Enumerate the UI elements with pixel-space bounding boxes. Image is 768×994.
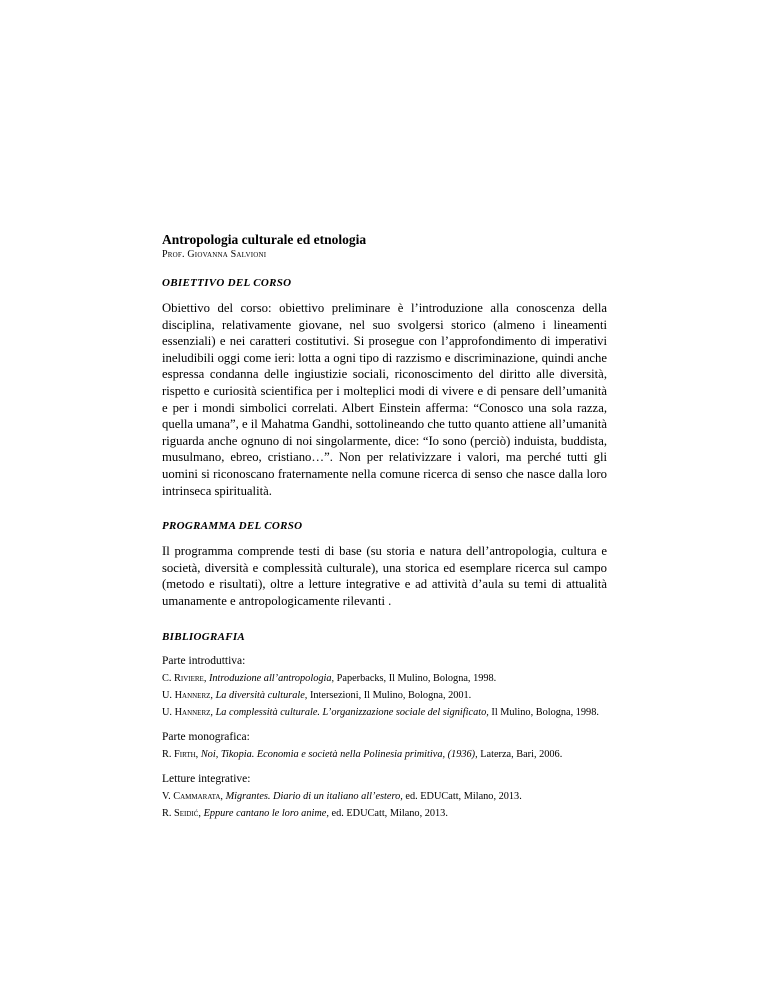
bibliography-entry: C. Riviere, Introduzione all’antropologia, Paperbacks, Il Mulino, Bologna, 1998. [162, 672, 497, 684]
entry-author: R. Seidić [162, 807, 199, 819]
bibliography-entry: R. Seidić, Eppure cantano le loro anime, ed. EDUCatt, Milano, 2013. [162, 807, 448, 819]
entry-title: La diversità culturale, [215, 689, 308, 701]
entry-author: U. Hannerz [162, 706, 211, 718]
entry-publisher: Paperbacks, Il Mulino, Bologna, 1998. [334, 672, 497, 684]
bibliography-group-monographic [162, 730, 607, 762]
entry-publisher: ed. EDUCatt, Milano, 2013. [402, 790, 522, 802]
entry-title: Introduzione all’antropologia, [208, 672, 335, 684]
professor-name: Prof. Giovanna Salvioni [162, 249, 267, 260]
bibliography-heading: BIBLIOGRAFIA [162, 630, 246, 643]
entry-title: La complessità culturale. L’organizzazione sociale del significato, [215, 706, 489, 718]
bibliography-entry: R. Firth, Noi, Tikopia. Economia e società nella Polinesia primitiva, (1936), Laterza, Bari, 2006. [162, 748, 563, 760]
bibliography-entry: V. Cammarata, Migrantes. Diario di un italiano all’estero, ed. EDUCatt, Milano, 2013. [162, 790, 522, 802]
entry-author: U. Hannerz [162, 689, 211, 701]
objective-heading: OBIETTIVO DEL CORSO [162, 277, 292, 289]
objective-text: Obiettivo del corso: obiettivo preliminare è l’introduzione alla conoscenza della disciplina, relativamente giovane, nel suo svolgersi storico (almeno i lineamenti essenziali) e nei caratteri costitutivi. Si prosegue con l’approfondimento di imperativi ineludibili oggi come ieri: lotta a ogni tipo di razzismo e discriminazione, quindi anche espressa condanna delle ingiustizie sociali, riconoscimento del diritto alle diversità, rispetto e curiosità scientifica per i molteplici modi di vivere e di pensare dell’umanità e per i mondi simbolici correlati. Albert Einstein afferma: “Conosco una sola razza, quella umana”, e il Mahatma Gandhi, sottolineando che tutto quanto attiene all’umanità riguarda anche ognuno di noi singolarmente, dice: “Io sono (perciò) induista, buddista, musulmano, ebreo, cristiano…”. Non per relativizzare i valori, ma perché tutti gli uomini si riconoscano fraternamente nella comune ricerca di senso che nasce dalla loro intrinseca spiritualità. [162, 301, 607, 498]
bibliography-group-label: Parte introduttiva: [162, 654, 246, 667]
program-text: Il programma comprende testi di base (su storia e natura dell’antropologia, cultura e società, diversità e complessità culturale), una storica ed esemplare ricerca sul campo (metodo e risultati), oltre a letture integrative e ad attività d’aula su temi di attualità umanamente e antropologicamente rilevanti . [162, 544, 607, 608]
entry-publisher: Il Mulino, Bologna, 1998. [488, 706, 599, 718]
entry-publisher: ed. EDUCatt, Milano, 2013. [328, 807, 448, 819]
bibliography-group-readings [162, 772, 607, 821]
bibliography-entry: U. Hannerz, La diversità culturale, Intersezioni, Il Mulino, Bologna, 2001. [162, 689, 472, 701]
program-heading: PROGRAMMA DEL CORSO [162, 520, 303, 533]
bibliography-group-introductory [162, 654, 607, 720]
entry-publisher: Intersezioni, Il Mulino, Bologna, 2001. [307, 689, 472, 701]
bibliography-group-label: Letture integrative: [162, 772, 251, 785]
bibliography-entry: U. Hannerz, La complessità culturale. L’organizzazione sociale del significato, Il Mulino, Bologna, 1998. [162, 706, 599, 718]
entry-author: C. Riviere [162, 672, 204, 684]
entry-author: V. Cammarata [162, 790, 221, 802]
course-description [162, 232, 607, 831]
entry-author: R. Firth [162, 748, 196, 760]
entry-title: Migrantes. Diario di un italiano all’estero, [225, 790, 403, 802]
course-title: Antropologia culturale ed etnologia [162, 232, 367, 247]
entry-title: Eppure cantano le loro anime, [203, 807, 329, 819]
entry-title: Noi, Tikopia. Economia e società nella Polinesia primitiva, (1936) [200, 748, 476, 760]
bibliography-group-label: Parte monografica: [162, 730, 250, 743]
entry-publisher: , Laterza, Bari, 2006. [475, 748, 563, 760]
